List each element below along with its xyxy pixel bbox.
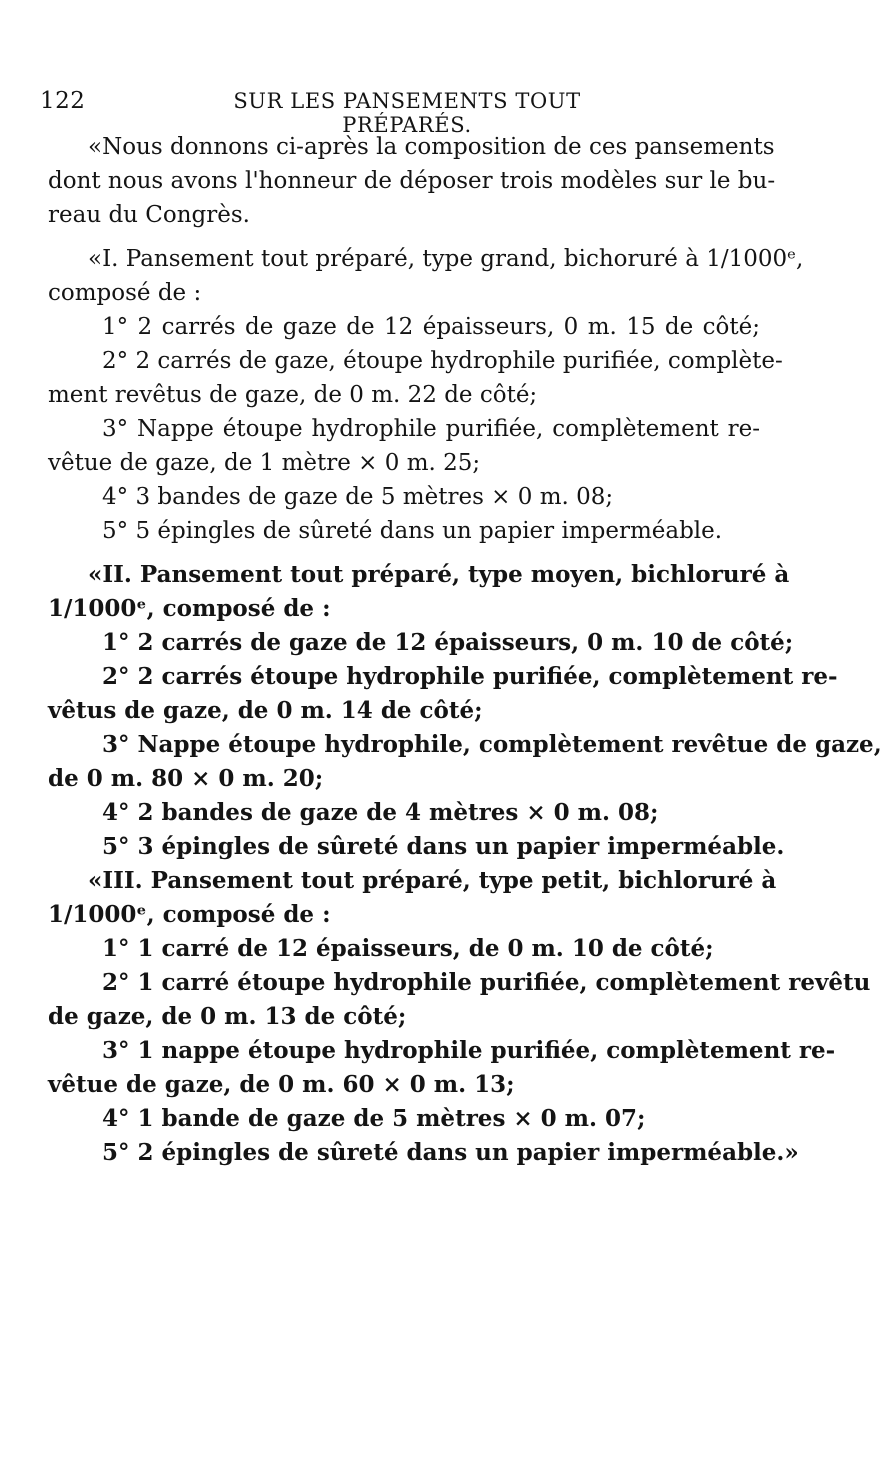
text-line: composé de : [48, 280, 202, 306]
page-header [40, 88, 760, 137]
text-line: 3° Nappe étoupe hydrophile, complètement revêtue de gaze, [102, 731, 882, 758]
text-line: 5° 3 épingles de sûreté dans un papier imperméable. [102, 833, 785, 860]
text-line: 3° Nappe étoupe hydrophile purifiée, complètement re- [102, 416, 760, 442]
text-line: reau du Congrès. [48, 202, 250, 228]
text-line: de gaze, de 0 m. 13 de côté; [48, 1003, 407, 1030]
text-line: vêtus de gaze, de 0 m. 14 de côté; [48, 697, 483, 724]
text-line: 1/1000ᵉ, composé de : [48, 595, 331, 622]
page-number: 122 [40, 88, 86, 114]
text-line: 4° 2 bandes de gaze de 4 mètres × 0 m. 08; [102, 799, 659, 826]
text-line: 1° 2 carrés de gaze de 12 épaisseurs, 0 m. 10 de côté; [102, 629, 794, 656]
text-line: «Nous donnons ci-après la composition de ces pansements [88, 134, 775, 160]
text-line: «I. Pansement tout préparé, type grand, bichoruré à 1/1000ᵉ, [88, 246, 804, 272]
text-line: 1° 1 carré de 12 épaisseurs, de 0 m. 10 de côté; [102, 935, 714, 962]
text-line: 5° 2 épingles de sûreté dans un papier imperméable.» [102, 1139, 799, 1166]
text-line: 1° 2 carrés de gaze de 12 épaisseurs, 0 m. 15 de côté; [102, 314, 760, 340]
running-head: SUR LES PANSEMENTS TOUT PRÉPARÉS. [233, 89, 581, 137]
text-line: «II. Pansement tout préparé, type moyen, bichloruré à [88, 561, 790, 588]
text-line: 3° 1 nappe étoupe hydrophile purifiée, complètement re- [102, 1037, 836, 1064]
text-line: 2° 2 carrés de gaze, étoupe hydrophile purifiée, complète- [102, 348, 783, 374]
text-line: de 0 m. 80 × 0 m. 20; [48, 765, 324, 792]
text-line: vêtue de gaze, de 1 mètre × 0 m. 25; [48, 450, 481, 476]
text-line: 4° 3 bandes de gaze de 5 mètres × 0 m. 08; [102, 484, 614, 510]
text-line: «III. Pansement tout préparé, type petit, bichloruré à [88, 867, 777, 894]
text-line: 5° 5 épingles de sûreté dans un papier imperméable. [102, 518, 723, 544]
text-line: 4° 1 bande de gaze de 5 mètres × 0 m. 07; [102, 1105, 646, 1132]
text-line: vêtue de gaze, de 0 m. 60 × 0 m. 13; [48, 1071, 515, 1098]
text-line: 2° 2 carrés étoupe hydrophile purifiée, complètement re- [102, 663, 838, 690]
text-line: dont nous avons l'honneur de déposer trois modèles sur le bu- [48, 168, 776, 194]
text-line: 2° 1 carré étoupe hydrophile purifiée, complètement revêtu [102, 969, 871, 996]
text-line: ment revêtus de gaze, de 0 m. 22 de côté; [48, 382, 538, 408]
text-line: 1/1000ᵉ, composé de : [48, 901, 331, 928]
